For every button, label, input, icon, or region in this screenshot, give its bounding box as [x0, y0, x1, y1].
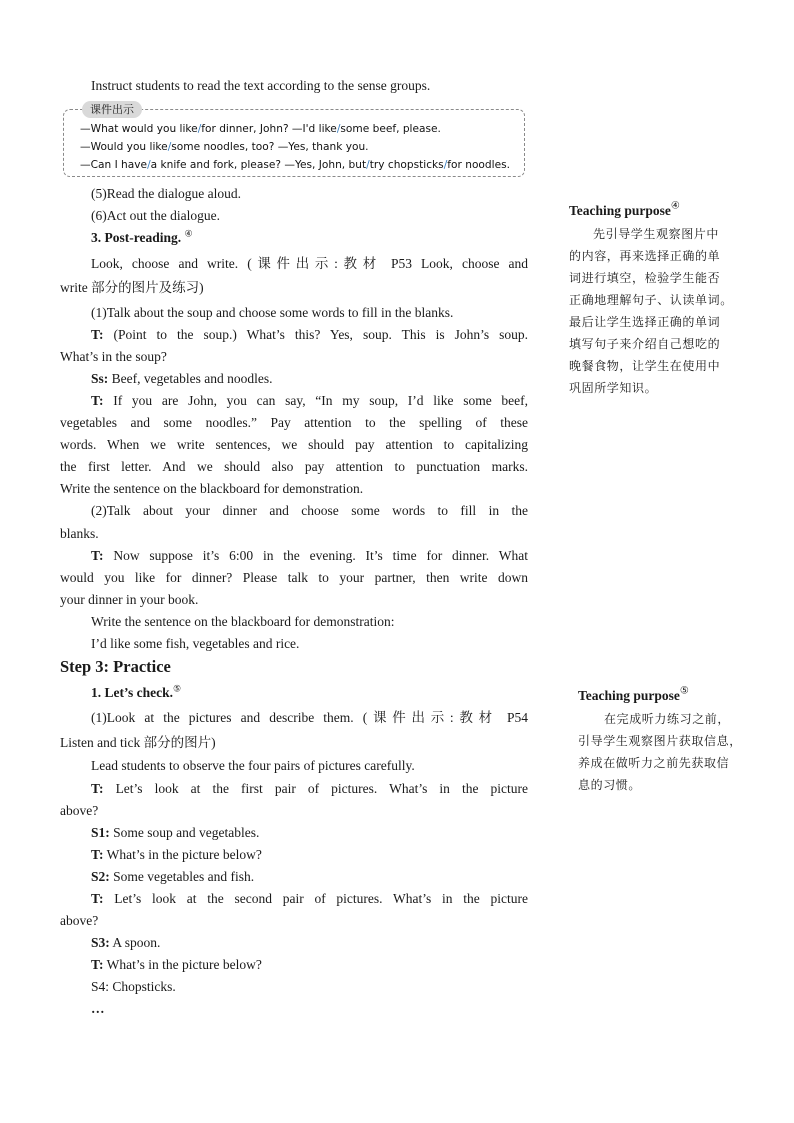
courseware-tab: 课件出示 — [82, 101, 142, 118]
t7-line — [91, 956, 528, 974]
talk-1: (1)Talk about the soup and choose some words to fill in the blanks. — [91, 305, 454, 320]
t3-text: Now suppose it’s 6:00 in the evening. It’s time for dinner. What — [113, 548, 529, 563]
ellipsis: … — [91, 1001, 105, 1016]
purpose4-line: 正确地理解句子、认读单词。 — [569, 293, 733, 307]
t5-line — [91, 846, 528, 864]
teaching-purpose-4-title — [569, 202, 680, 220]
t2-line-3: words. When we write sentences, we should pay attention to capitalizing — [60, 437, 528, 452]
teaching-purpose-5-title — [578, 687, 689, 705]
t7-text: What’s in the picture below? — [106, 957, 262, 972]
marker-4: ④ — [184, 228, 193, 239]
s3-text: A spoon. — [112, 935, 161, 950]
s4-line: S4: Chopsticks. — [91, 979, 176, 994]
t3-line-2: would you like for dinner? Please talk to your partner, then write down — [60, 570, 528, 585]
box-text: —Would you like — [80, 141, 168, 153]
box-text: some noodles, too? —Yes, thank you. — [171, 141, 369, 153]
purpose4-line: 晚餐食物，让学生在使用中 — [569, 359, 721, 373]
purpose-title: Teaching purpose — [569, 203, 671, 218]
t4-line-1 — [91, 780, 528, 798]
t1-line-2: What’s in the soup? — [60, 349, 167, 364]
sense-group-slash: / — [167, 141, 172, 153]
box-text: try chopsticks — [369, 159, 444, 171]
box-text: for dinner, John? —I'd like — [201, 123, 337, 135]
box-line-2 — [80, 139, 369, 155]
teaching-purpose-5-body — [578, 708, 758, 796]
look-choose-line-1: Look, choose and write. (课件出示:教材 P53 Look, choose and — [91, 256, 528, 271]
s1-text: Some soup and vegetables. — [113, 825, 260, 840]
speaker-s1: S1: — [91, 825, 110, 840]
lets-check-heading — [91, 684, 528, 702]
purpose5-line: 在完成听力练习之前， — [604, 712, 731, 726]
box-text: a knife and fork, please? —Yes, John, but — [150, 159, 367, 171]
speaker-t: T: — [91, 781, 104, 796]
sense-group-slash: / — [336, 123, 341, 135]
speaker-t: T: — [91, 957, 104, 972]
sense-group-slash: / — [443, 159, 448, 171]
post-reading-label: 3. Post-reading. — [91, 230, 182, 245]
speaker-s3: S3: — [91, 935, 110, 950]
t6-line-1 — [91, 890, 528, 908]
look-choose-line-2: write 部分的图片及练习) — [60, 280, 204, 295]
purpose4-line: 巩固所学知识。 — [569, 381, 658, 395]
ss1-line — [91, 370, 528, 388]
t2-line-4: the first letter. And we should also pay attention to punctuation marks. — [60, 459, 528, 474]
post-reading-heading — [91, 229, 528, 247]
s2-text: Some vegetables and fish. — [113, 869, 255, 884]
purpose5-line: 息的习惯。 — [578, 778, 642, 792]
sense-group-slash: / — [197, 123, 202, 135]
t5-text: What’s in the picture below? — [106, 847, 262, 862]
box-text: for noodles. — [447, 159, 510, 171]
t2-line-2: vegetables and some noodles.” Pay attention to the spelling of these — [60, 415, 528, 430]
speaker-ss: Ss: — [91, 371, 109, 386]
item-5: (5)Read the dialogue aloud. — [91, 186, 241, 201]
purpose4-line: 最后让学生选择正确的单词 — [569, 315, 721, 329]
t1-line-1 — [91, 326, 528, 344]
t6-line-2: above? — [60, 913, 99, 928]
purpose5-line: 养成在做听力之前先获取信 — [578, 756, 730, 770]
speaker-t: T: — [91, 847, 104, 862]
speaker-t: T: — [91, 327, 104, 342]
t3-line-3: your dinner in your book. — [60, 592, 199, 607]
box-text: —What would you like — [80, 123, 198, 135]
courseware-box — [63, 103, 525, 177]
speaker-s2: S2: — [91, 869, 110, 884]
sense-group-slash: / — [147, 159, 151, 171]
talk-2-line-1: (2)Talk about your dinner and choose some words to fill in the — [91, 503, 528, 518]
marker-4: ④ — [670, 200, 680, 212]
ss1-text: Beef, vegetables and noodles. — [111, 371, 273, 386]
lead-students: Lead students to observe the four pairs of pictures carefully. — [91, 758, 415, 773]
purpose5-line: 引导学生观察图片获取信息， — [578, 734, 742, 748]
teaching-purpose-4-body — [569, 223, 744, 399]
purpose4-line: 词进行填空，检验学生能否 — [569, 271, 721, 285]
box-text: —Can I have — [80, 159, 148, 171]
purpose-title: Teaching purpose — [578, 688, 680, 703]
t4-line-2: above? — [60, 803, 99, 818]
t4-text: Let’s look at the first pair of pictures. What’s in the picture — [115, 781, 528, 796]
item-6: (6)Act out the dialogue. — [91, 208, 220, 223]
t1-text: (Point to the soup.) What’s this? Yes, soup. This is John’s soup. — [113, 327, 528, 342]
marker-5: ⑤ — [679, 685, 689, 697]
look-pictures-line-2: Listen and tick 部分的图片) — [60, 735, 216, 750]
sample-sentence: I’d like some fish, vegetables and rice. — [91, 636, 300, 651]
box-line-3 — [80, 157, 510, 173]
speaker-t: T: — [91, 393, 104, 408]
talk-2-line-2: blanks. — [60, 526, 99, 541]
look-pictures-line-1: (1)Look at the pictures and describe them. (课件出示:教材 P54 — [91, 710, 528, 725]
speaker-t: T: — [91, 891, 104, 906]
sense-group-slash: / — [366, 159, 370, 171]
box-text: some beef, please. — [340, 123, 441, 135]
write-demo: Write the sentence on the blackboard for demonstration: — [91, 614, 395, 629]
t6-text: Let’s look at the second pair of pictures. What’s in the picture — [114, 891, 529, 906]
t2-line-1 — [91, 392, 528, 410]
t3-line-1 — [91, 547, 528, 565]
s3-line — [91, 934, 528, 952]
s1-line — [91, 824, 528, 842]
t2-line-5: Write the sentence on the blackboard for demonstration. — [60, 481, 364, 496]
s2-line — [91, 868, 528, 886]
purpose4-line: 的内容，再来选择正确的单 — [569, 249, 721, 263]
marker-5: ⑤ — [172, 683, 182, 694]
lets-check-label: 1. Let’s check. — [91, 685, 173, 700]
purpose4-line: 填写句子来介绍自己想吃的 — [569, 337, 721, 351]
intro-text: Instruct students to read the text according to the sense groups. — [91, 78, 431, 93]
speaker-t: T: — [91, 548, 104, 563]
step-3-heading: Step 3: Practice — [60, 657, 171, 676]
box-line-1 — [80, 121, 441, 137]
purpose4-line: 先引导学生观察图片中 — [593, 227, 720, 241]
t2-text: If you are John, you can say, “In my soup, I’d like some beef, — [113, 393, 529, 408]
